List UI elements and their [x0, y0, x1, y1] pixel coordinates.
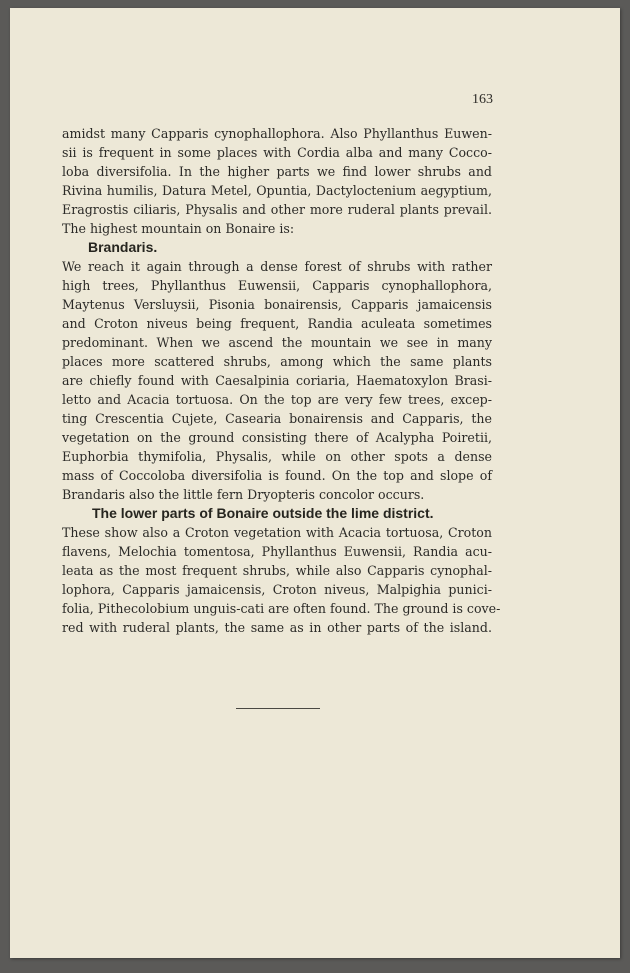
text-line: letto and Acacia tortuosa. On the top are very few trees, excep- — [62, 392, 492, 407]
text-line: These show also a Croton vegetation with Acacia tortuosa, Croton — [62, 525, 492, 540]
text-line: red with ruderal plants, the same as in other parts of the island. — [62, 620, 492, 635]
text-line: mass of Coccoloba diversifolia is found. On the top and slope of — [62, 468, 492, 483]
text-line: Maytenus Versluysii, Pisonia bonairensis, Capparis jamaicensis — [62, 297, 492, 312]
body-text — [62, 124, 501, 637]
text-line: vegetation on the ground consisting there of Acalypha Poiretii, — [62, 430, 492, 445]
text-line: Euphorbia thymifolia, Physalis, while on other spots a dense — [62, 449, 492, 464]
book-page — [10, 8, 620, 958]
text-line: lophora, Capparis jamaicensis, Croton niveus, Malpighia punici- — [62, 582, 492, 597]
text-line: and Croton niveus being frequent, Randia aculeata sometimes — [62, 316, 492, 331]
text-line: amidst many Capparis cynophallophora. Also Phyllanthus Euwen- — [62, 126, 492, 141]
section-end-rule — [236, 708, 320, 709]
text-line: predominant. When we ascend the mountain we see in many — [62, 335, 492, 350]
text-line: sii is frequent in some places with Cordia alba and many Cocco- — [62, 145, 492, 160]
text-line: We reach it again through a dense forest of shrubs with rather — [62, 259, 492, 274]
text-line: The highest mountain on Bonaire is: — [62, 221, 295, 236]
text-line: flavens, Melochia tomentosa, Phyllanthus Euwensii, Randia acu- — [62, 544, 492, 559]
text-line: are chiefly found with Caesalpinia coriaria, Haematoxylon Brasi- — [62, 373, 492, 388]
paragraph-brandaris — [62, 257, 492, 504]
text-line: folia, Pithecolobium unguis-cati are often found. The ground is cove- — [62, 601, 501, 616]
text-line: leata as the most frequent shrubs, while also Capparis cynophal- — [62, 563, 492, 578]
paragraph-intro — [62, 124, 492, 238]
section-heading-brandaris: Brandaris. — [88, 239, 158, 255]
text-line: Rivina humilis, Datura Metel, Opuntia, Dactyloctenium aegyptium, — [62, 183, 492, 198]
text-line: Brandaris also the little fern Dryopteris concolor occurs. — [62, 487, 425, 502]
text-line: loba diversifolia. In the higher parts we find lower shrubs and — [62, 164, 492, 179]
text-line: high trees, Phyllanthus Euwensii, Capparis cynophallophora, — [62, 278, 492, 293]
paragraph-lower-parts — [62, 523, 501, 637]
text-line: Eragrostis ciliaris, Physalis and other more ruderal plants prevail. — [62, 202, 492, 217]
text-line: ting Crescentia Cujete, Casearia bonairensis and Capparis, the — [62, 411, 492, 426]
section-heading-lower-parts: The lower parts of Bonaire outside the lime district. — [92, 505, 434, 521]
page-number: 163 — [472, 92, 493, 107]
text-line: places more scattered shrubs, among which the same plants — [62, 354, 492, 369]
